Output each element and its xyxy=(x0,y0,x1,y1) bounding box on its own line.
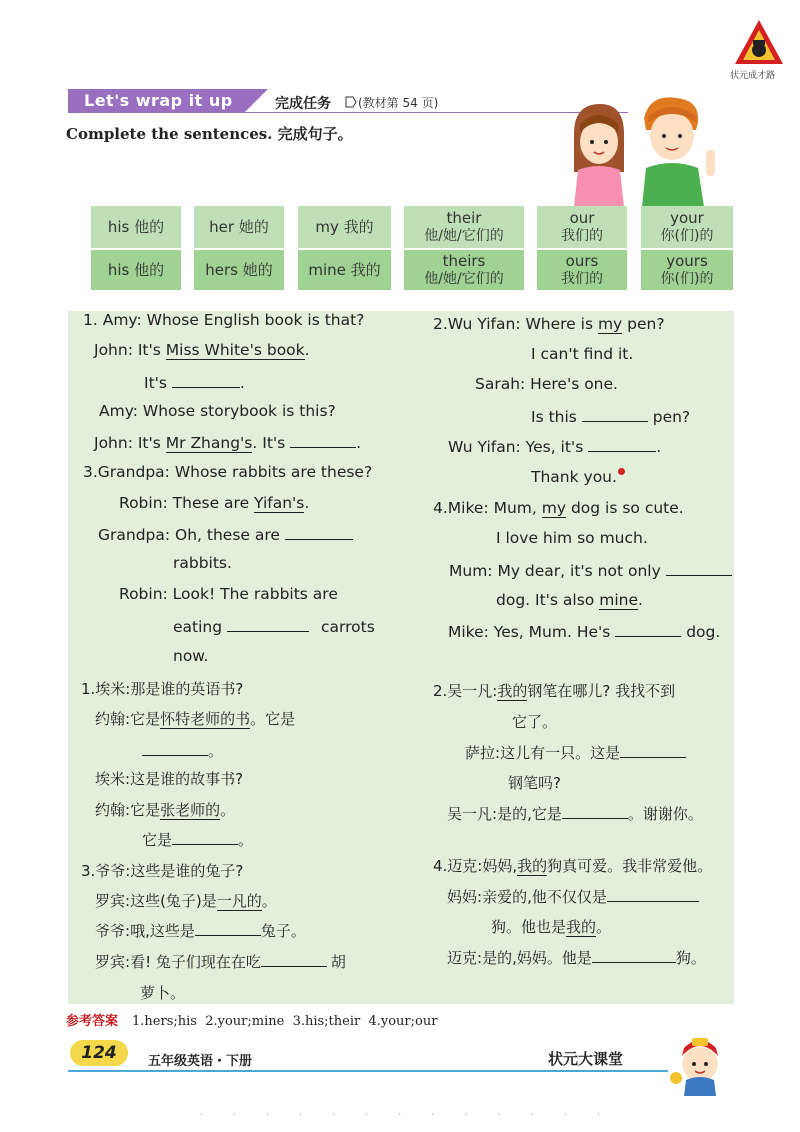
answer-blank[interactable] xyxy=(562,803,628,819)
pronoun-card xyxy=(537,206,627,248)
dialogue-line: 3.Grandpa: Whose rabbits are these? xyxy=(83,463,373,481)
pronoun-adjective: his 他的 xyxy=(107,218,165,236)
book-title: 五年级英语・下册 xyxy=(148,1054,253,1069)
scan-artifact: · · · · · · · · · · · · · xyxy=(200,1110,614,1119)
pronoun-possessive: ours xyxy=(565,252,599,270)
answer-key xyxy=(66,1010,437,1029)
dialogue-line: Amy: Whose storybook is this? xyxy=(99,402,336,420)
dialogue-line: Mum: My dear, it's not only xyxy=(449,560,732,580)
pronoun-card xyxy=(91,206,181,248)
pronoun-card xyxy=(194,250,284,290)
dialogue-line: Grandpa: Oh, these are xyxy=(98,524,353,544)
dialogue-line: now. xyxy=(173,647,209,665)
translation-line: 罗宾:这些(兔子)是一凡的。 xyxy=(95,892,277,910)
pronoun-adjective: our xyxy=(569,209,595,227)
dialogue-line: Sarah: Here's one. xyxy=(475,375,618,393)
arrow-icon xyxy=(345,96,357,108)
pronoun-possessive: his 他的 xyxy=(107,261,165,279)
dialogue-line: 4.Mike: Mum, my dog is so cute. xyxy=(433,499,684,517)
dialogue-line: rabbits. xyxy=(173,554,232,572)
answer-blank[interactable] xyxy=(195,920,261,936)
translation-line: 约翰:它是怀特老师的书。它是 xyxy=(95,710,296,728)
answer-key-values: 1.hers;his 2.your;mine 3.his;their 4.your;our xyxy=(132,1014,438,1029)
dialogue-line: Robin: Look! The rabbits are xyxy=(119,585,338,603)
answer-blank[interactable] xyxy=(227,616,309,632)
translation-line: 妈妈:亲爱的,他不仅仅是 xyxy=(447,886,699,907)
instruction: Complete the sentences. 完成句子。 xyxy=(66,125,353,143)
answer-blank[interactable] xyxy=(261,951,327,967)
pronoun-card xyxy=(298,250,391,290)
dialogue-line: eating carrots xyxy=(173,618,375,636)
translation-line: 埃米:这是谁的故事书? xyxy=(95,770,244,788)
dialogue-line: John: It's Miss White's book. xyxy=(94,341,310,359)
answer-blank[interactable] xyxy=(607,886,699,902)
pronoun-adjective: my 我的 xyxy=(315,218,374,236)
pronoun-meaning: 我们的 xyxy=(561,271,603,287)
translation-line: 迈克:是的,妈妈。他是 狗。 xyxy=(447,949,706,967)
pronoun-meaning: 他/她/它们的 xyxy=(424,228,504,244)
answer-blank[interactable] xyxy=(588,436,656,452)
translation-line: 狗。他也是我的。 xyxy=(491,918,612,936)
dialogue-line: Robin: These are Yifan's. xyxy=(119,494,310,512)
pronoun-card xyxy=(298,206,391,248)
translation-line: 钢笔吗? xyxy=(508,774,561,792)
pronoun-card xyxy=(194,206,284,248)
pronoun-meaning: 你(们)的 xyxy=(660,228,714,244)
pronoun-card xyxy=(641,206,733,248)
dialogue-line: I can't find it. xyxy=(531,345,634,363)
pronoun-meaning: 他/她/它们的 xyxy=(424,271,504,287)
pronoun-meaning: 你(们)的 xyxy=(660,271,714,287)
pronoun-possessive: yours xyxy=(666,252,708,270)
answer-key-label: 参考答案 xyxy=(66,1014,119,1029)
translation-line: 爷爷:哦,这些是 兔子。 xyxy=(95,922,306,940)
dialogue-line: Thank you. xyxy=(531,468,625,486)
footer-divider xyxy=(68,1070,668,1072)
dialogue-line: dog. It's also mine. xyxy=(496,591,643,609)
answer-blank[interactable] xyxy=(615,621,681,637)
pronoun-card xyxy=(641,250,733,290)
pronoun-meaning: 我们的 xyxy=(561,228,603,244)
translation-line: 它是 。 xyxy=(142,831,254,849)
answer-blank[interactable] xyxy=(666,560,732,576)
dialogue-line: I love him so much. xyxy=(496,529,648,547)
answer-blank[interactable] xyxy=(285,524,353,540)
answer-blank[interactable] xyxy=(620,742,686,758)
answer-blank[interactable] xyxy=(582,406,648,422)
translation-line: 罗宾:看! 兔子们现在在吃 胡 xyxy=(95,953,346,971)
pronoun-card xyxy=(404,206,524,248)
dialogue-line: John: It's Mr Zhang's. It's . xyxy=(94,434,362,452)
translation-line: 它了。 xyxy=(512,713,558,731)
pronoun-adjective: their xyxy=(446,209,482,227)
translation-line: 4.迈克:妈妈,我的狗真可爱。我非常爱他。 xyxy=(433,857,713,875)
translation-line: 。 xyxy=(142,740,223,761)
translation-line: 萨拉:这儿有一只。这是 xyxy=(465,742,686,763)
textbook-page-reference: (教材第 54 页) xyxy=(358,96,439,110)
translation-line: 3.爷爷:这些是谁的兔子? xyxy=(81,862,244,880)
translation-line: 吴一凡:是的,它是 。谢谢你。 xyxy=(447,805,703,823)
dialogue-line: 2.Wu Yifan: Where is my pen? xyxy=(433,315,665,333)
task-title: 完成任务 xyxy=(275,96,331,112)
pronoun-possessive: mine 我的 xyxy=(308,261,381,279)
answer-blank[interactable] xyxy=(172,829,238,845)
dialogue-line: Wu Yifan: Yes, it's . xyxy=(448,438,662,456)
translation-line: 2.吴一凡:我的钢笔在哪儿? 我找不到 xyxy=(433,682,676,700)
dialogue-line: It's . xyxy=(144,374,245,392)
mascot-icon xyxy=(666,1034,734,1096)
pronoun-adjective: your xyxy=(670,209,704,227)
pronoun-possessive: hers 她的 xyxy=(205,261,273,279)
logo-icon xyxy=(733,18,785,66)
logo-text: 状元成才路 xyxy=(730,71,776,81)
children-illustration xyxy=(560,92,730,207)
answer-blank[interactable] xyxy=(290,432,356,448)
answer-blank[interactable] xyxy=(142,740,208,756)
answer-blank[interactable] xyxy=(592,947,676,963)
section-banner-title: Let's wrap it up xyxy=(84,91,233,110)
header-divider xyxy=(68,112,628,113)
pronoun-possessive: theirs xyxy=(442,252,486,270)
note-marker-icon xyxy=(618,468,625,475)
brand-name: 状元大课堂 xyxy=(548,1050,624,1068)
answer-blank[interactable] xyxy=(172,372,240,388)
translation-line: 萝卜。 xyxy=(140,984,186,1002)
pronoun-card xyxy=(91,250,181,290)
translation-line: 约翰:它是张老师的。 xyxy=(95,801,236,819)
dialogue-line: Is this pen? xyxy=(531,408,691,426)
pronoun-adjective: her 她的 xyxy=(209,218,269,236)
page-number: 124 xyxy=(70,1040,128,1066)
pronoun-card xyxy=(537,250,627,290)
translation-line: 1.埃米:那是谁的英语书? xyxy=(81,680,244,698)
dialogue-line: Mike: Yes, Mum. He's dog. xyxy=(448,623,721,641)
pronoun-card xyxy=(404,250,524,290)
dialogue-line: 1. Amy: Whose English book is that? xyxy=(83,311,365,329)
